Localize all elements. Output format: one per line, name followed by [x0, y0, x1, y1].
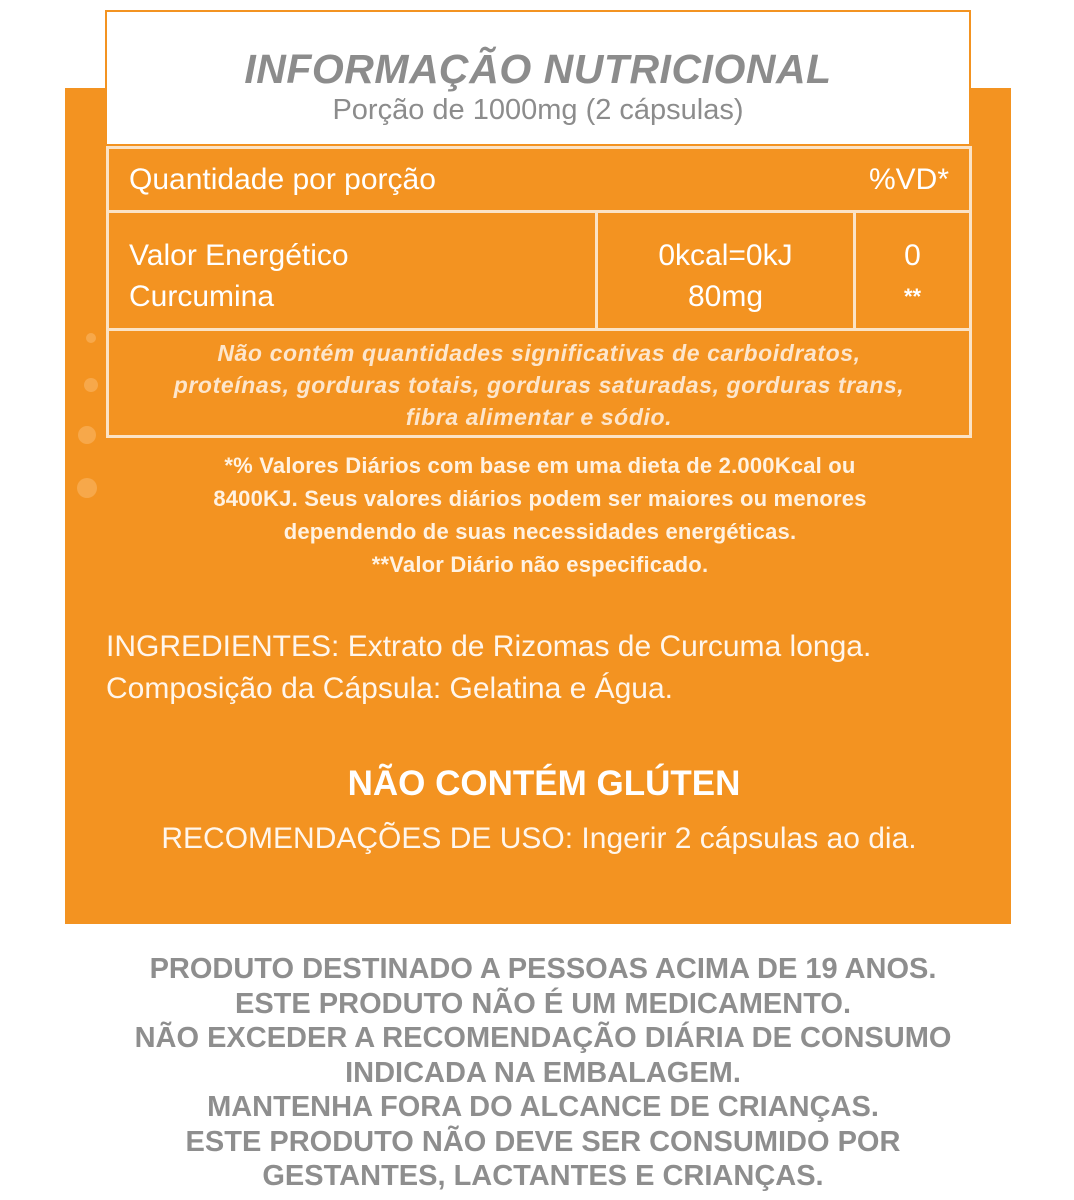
- footnote-line: dependendo de suas necessidades energéticas.: [283, 519, 797, 544]
- serving-size: Porção de 1000mg (2 cápsulas): [332, 94, 744, 126]
- footnote-line: **Valor Diário não especificado.: [371, 552, 709, 577]
- daily-values-footnote: [110, 449, 970, 581]
- warning-line: INDICADA NA EMBALAGEM.: [345, 1056, 741, 1089]
- page-title: INFORMAÇÃO NUTRICIONAL: [244, 46, 832, 92]
- nutrient-name: Valor Energético: [129, 239, 349, 272]
- warning-line: ESTE PRODUTO NÃO DEVE SER CONSUMIDO POR: [185, 1125, 901, 1158]
- nutrition-table: [106, 146, 972, 438]
- daily-value-label: %VD*: [868, 163, 949, 196]
- nutrient-amount: 80mg: [687, 280, 764, 313]
- note-line: Não contém quantidades significativas de carboidratos,: [217, 340, 861, 366]
- decorative-dot: [84, 378, 98, 392]
- warning-line: PRODUTO DESTINADO A PESSOAS ACIMA DE 19 ANOS.: [149, 953, 937, 985]
- insignificant-nutrients-note: [109, 331, 969, 435]
- nutrient-vd: **: [903, 284, 922, 309]
- warning-line: GESTANTES, LACTANTES E CRIANÇAS.: [262, 1160, 824, 1192]
- decorative-dot: [78, 426, 96, 444]
- warnings-section: [0, 952, 1074, 1194]
- usage-recommendations: RECOMENDAÇÕES DE USO: Ingerir 2 cápsulas ao dia.: [161, 822, 917, 855]
- nutrient-amount: 0kcal=0kJ: [658, 239, 793, 272]
- note-line: fibra alimentar e sódio.: [405, 404, 673, 430]
- quantity-per-serving-label: Quantidade por porção: [129, 163, 436, 196]
- warning-line: ESTE PRODUTO NÃO É UM MEDICAMENTO.: [234, 987, 852, 1020]
- nutrient-vd-cell: [856, 235, 969, 317]
- footnote-line: *% Valores Diários com base em uma dieta de 2.000Kcal ou: [224, 453, 856, 478]
- warning-line: MANTENHA FORA DO ALCANCE DE CRIANÇAS.: [207, 1091, 879, 1123]
- nutrient-names-cell: [129, 235, 349, 317]
- gluten-free-notice: NÃO CONTÉM GLÚTEN: [347, 764, 741, 803]
- ingredients-line: INGREDIENTES: Extrato de Rizomas de Curcuma longa.: [106, 630, 872, 663]
- decorative-dot: [77, 478, 97, 498]
- table-header-row: [109, 149, 969, 213]
- note-line: proteínas, gorduras totais, gorduras saturadas, gorduras trans,: [173, 372, 905, 398]
- ingredients-section: [106, 626, 996, 710]
- warning-line: NÃO EXCEDER A RECOMENDAÇÃO DIÁRIA DE CONSUMO: [134, 1022, 952, 1054]
- nutrient-name: Curcumina: [129, 280, 275, 313]
- nutrient-vd: 0: [904, 239, 921, 272]
- nutrition-header: [105, 10, 971, 146]
- table-values-row: [109, 213, 969, 331]
- capsule-composition-line: Composição da Cápsula: Gelatina e Água.: [106, 672, 674, 705]
- decorative-dot: [86, 333, 96, 343]
- nutrient-amounts-cell: [598, 235, 853, 317]
- footnote-line: 8400KJ. Seus valores diários podem ser maiores ou menores: [213, 486, 867, 511]
